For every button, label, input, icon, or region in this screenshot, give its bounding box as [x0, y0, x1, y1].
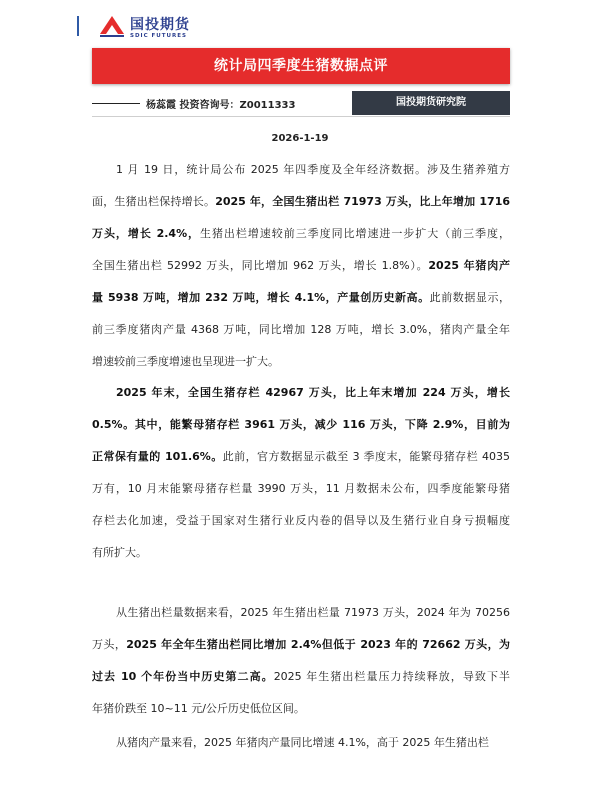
report-date: 2026-1-19: [271, 133, 329, 144]
text-line: [116, 384, 510, 404]
text-line: [92, 416, 510, 436]
byline-rule: [92, 103, 140, 104]
text-span: 万头，: [92, 638, 127, 651]
text-span: 存栏去化加速，受益于国家对生猪行业反内卷的倡导以及生猪行业自身亏损幅度: [92, 514, 510, 527]
text-line: [92, 321, 510, 341]
text-span: 年猪价跌至 10~11 元/公斤历史低位区间。: [92, 702, 305, 715]
institute-badge: 国投期货研究院: [352, 91, 510, 115]
paragraph-2: [92, 384, 510, 564]
author-byline: 杨蕊霞 投资咨询号：Z0011333: [146, 100, 296, 111]
text-span: 从猪肉产量来看，2025 年猪肉产量同比增速 4.1%，高于 2025 年生猪出栏: [116, 736, 489, 749]
bold-text: 正常保有量的 101.6%。: [92, 450, 223, 463]
bold-text: 0.5%。其中，能繁母猪存栏 3961 万头，减少 116 万头，下降 2.9%，目前为: [92, 418, 510, 431]
report-title: 统计局四季度生猪数据点评: [92, 48, 510, 84]
text-span: 万有，10 月末能繁母猪存栏量 3990 万头，11 月数据未公布，四季度能繁母猪: [92, 482, 510, 495]
text-line: [92, 700, 510, 720]
text-line: [92, 512, 510, 532]
text-span: 1 月 19 日，统计局公布 2025 年四季度及全年经济数据。涉及生猪养殖方: [116, 163, 510, 176]
text-line: [116, 734, 510, 754]
text-line: [92, 353, 510, 373]
bold-text: 万头，增长 2.4%，: [92, 227, 201, 240]
bold-text: 过去 10 个年份当中历史第二高。: [92, 670, 274, 683]
text-span: 前三季度猪肉产量 4368 万吨，同比增加 128 万吨，增长 3.0%，猪肉产量全年: [92, 323, 510, 336]
text-line: [92, 193, 510, 213]
paragraph-1: [92, 161, 510, 373]
paragraph-3: [92, 604, 510, 724]
text-line: [92, 668, 510, 688]
byline-divider: [92, 116, 510, 117]
text-line: [92, 544, 510, 564]
bold-text: 2025 年猪肉产: [428, 259, 510, 272]
text-span: 此前，官方数据显示截至 3 季度末，能繁母猪存栏 4035: [222, 450, 510, 463]
bold-text: 量 5938 万吨，增加 232 万吨，增长 4.1%，产量创历史新高。: [92, 291, 430, 304]
bold-text: 2025 年全年生猪出栏同比增加 2.4%但低于 2023 年的 72662 万头，为: [126, 638, 511, 651]
text-line: [92, 289, 510, 309]
logo-text-en: SDIC FUTURES: [130, 33, 187, 39]
text-span: 面，生猪出栏保持增长。: [92, 195, 216, 208]
text-span: 全国生猪出栏 52992 万头，同比增加 962 万头，增长 1.8%）。: [92, 259, 429, 272]
text-line: [92, 448, 510, 468]
text-line: [92, 636, 510, 656]
paragraph-4: [92, 734, 510, 758]
logo-text-cn: 国投期货: [130, 17, 190, 33]
text-line: [92, 480, 510, 500]
text-line: [92, 257, 510, 277]
text-span: 生猪出栏增速较前三季度同比增速进一步扩大（前三季度，: [200, 227, 510, 240]
text-line: [92, 225, 510, 245]
text-span: 增速较前三季度增速也呈现进一扩大。: [92, 355, 279, 368]
logo-mark-icon: [98, 12, 126, 38]
text-line: [116, 604, 510, 624]
bold-text: 2025 年，全国生猪出栏 71973 万头，比上年增加 1716: [215, 195, 511, 208]
company-logo: [98, 12, 190, 42]
bold-text: 2025 年末，全国生猪存栏 42967 万头，比上年末增加 224 万头，增长: [116, 386, 510, 399]
text-span: 2025 年生猪出栏量压力持续释放，导致下半: [273, 670, 510, 683]
text-span: 此前数据显示，: [429, 291, 511, 304]
text-span: 有所扩大。: [92, 546, 147, 559]
text-span: 从生猪出栏量数据来看，2025 年生猪出栏量 71973 万头，2024 年为 70256: [116, 606, 510, 619]
text-line: [116, 161, 510, 181]
header-accent-bar: [77, 16, 79, 36]
